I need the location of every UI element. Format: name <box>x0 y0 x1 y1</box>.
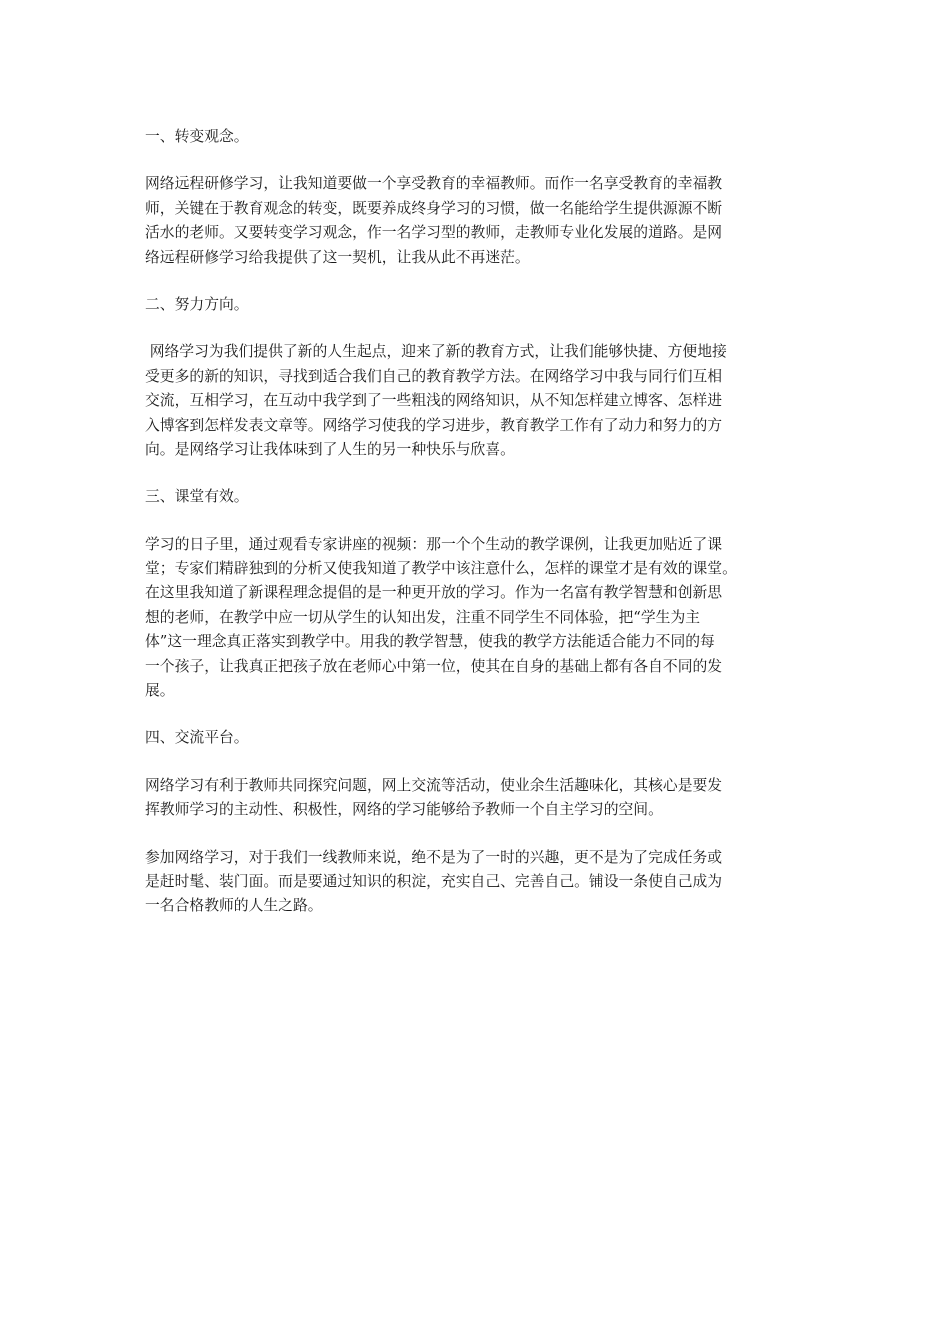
spacer <box>145 317 810 340</box>
text-line: 展。 <box>145 682 175 700</box>
section-heading: 四、交流平台。 <box>145 729 249 747</box>
text-line: 络远程研修学习给我提供了这一契机，让我从此不再迷茫。 <box>145 248 530 266</box>
text-line: 在这里我知道了新课程理念提倡的是一种更开放的学习。作为一名富有教学智慧和创新思 <box>145 584 723 602</box>
text-line: 交流，互相学习，在互动中我学到了一些粗浅的网络知识，从不知怎样建立博客、怎样进 <box>145 392 723 410</box>
paragraph <box>145 340 810 462</box>
spacer <box>145 751 810 774</box>
section-heading: 一、转变观念。 <box>145 128 249 145</box>
spacer <box>145 510 810 533</box>
spacer <box>145 703 810 726</box>
spacer <box>145 270 810 293</box>
text-line: 参加网络学习，对于我们一线教师来说，绝不是为了一时的兴趣，更不是为了完成任务或 <box>145 848 723 866</box>
text-line: 一名合格教师的人生之路。 <box>145 897 323 915</box>
text-line: 入博客到怎样发表文章等。网络学习使我的学习进步，教育教学工作有了动力和努力的方 <box>145 416 723 434</box>
text-line: 网络学习有利于教师共同探究问题，网上交流等活动，使业余生活趣味化，其核心是要发 <box>145 776 723 794</box>
text-line: 受更多的新的知识，寻找到适合我们自己的教育教学方法。在网络学习中我与同行们互相 <box>145 367 723 385</box>
text-line: 想的老师，在教学中应一切从学生的认知出发，注重不同学生不同体验，把“学生为主 <box>145 608 701 626</box>
text-line: 活水的老师。又要转变学习观念，作一名学习型的教师，走教师专业化发展的道路。是网 <box>145 224 723 242</box>
text-line: 体”这一理念真正落实到教学中。用我的教学智慧，使我的教学方法能适合能力不同的每 <box>145 633 715 651</box>
paragraph <box>145 774 810 823</box>
text-line: 挥教师学习的主动性、积极性，网络的学习能够给予教师一个自主学习的空间。 <box>145 801 663 819</box>
text-line: 一个孩子，让我真正把孩子放在老师心中第一位，使其在自身的基础上都有各自不同的发 <box>145 657 723 675</box>
section-heading: 三、课堂有效。 <box>145 488 249 506</box>
text-line: 堂；专家们精辟独到的分析又使我知道了教学中该注意什么，怎样的课堂才是有效的课堂。 <box>145 560 737 578</box>
text-line: 是赶时髦、装门面。而是要通过知识的积淀，充实自己、完善自己。铺设一条使自己成为 <box>145 872 723 890</box>
section-heading: 二、努力方向。 <box>145 295 249 313</box>
spacer <box>145 823 810 846</box>
text-line: 学习的日子里，通过观看专家讲座的视频：那一个个生动的教学课例，让我更加贴近了课 <box>145 535 723 553</box>
text-line: 网络远程研修学习，让我知道要做一个享受教育的幸福教师。而作一名享受教育的幸福教 <box>145 175 723 193</box>
paragraph <box>145 846 810 919</box>
spacer <box>145 149 810 172</box>
paragraph <box>145 172 810 270</box>
spacer <box>145 462 810 485</box>
text-line: 向。是网络学习让我体味到了人生的另一种快乐与欣喜。 <box>145 440 515 458</box>
document-body <box>145 125 810 919</box>
text-line: 师，关键在于教育观念的转变，既要养成终身学习的习惯，做一名能给学生提供源源不断 <box>145 199 723 217</box>
text-line: 网络学习为我们提供了新的人生起点，迎来了新的教育方式，让我们能够快捷、方便地接 <box>145 343 727 361</box>
paragraph <box>145 533 810 704</box>
